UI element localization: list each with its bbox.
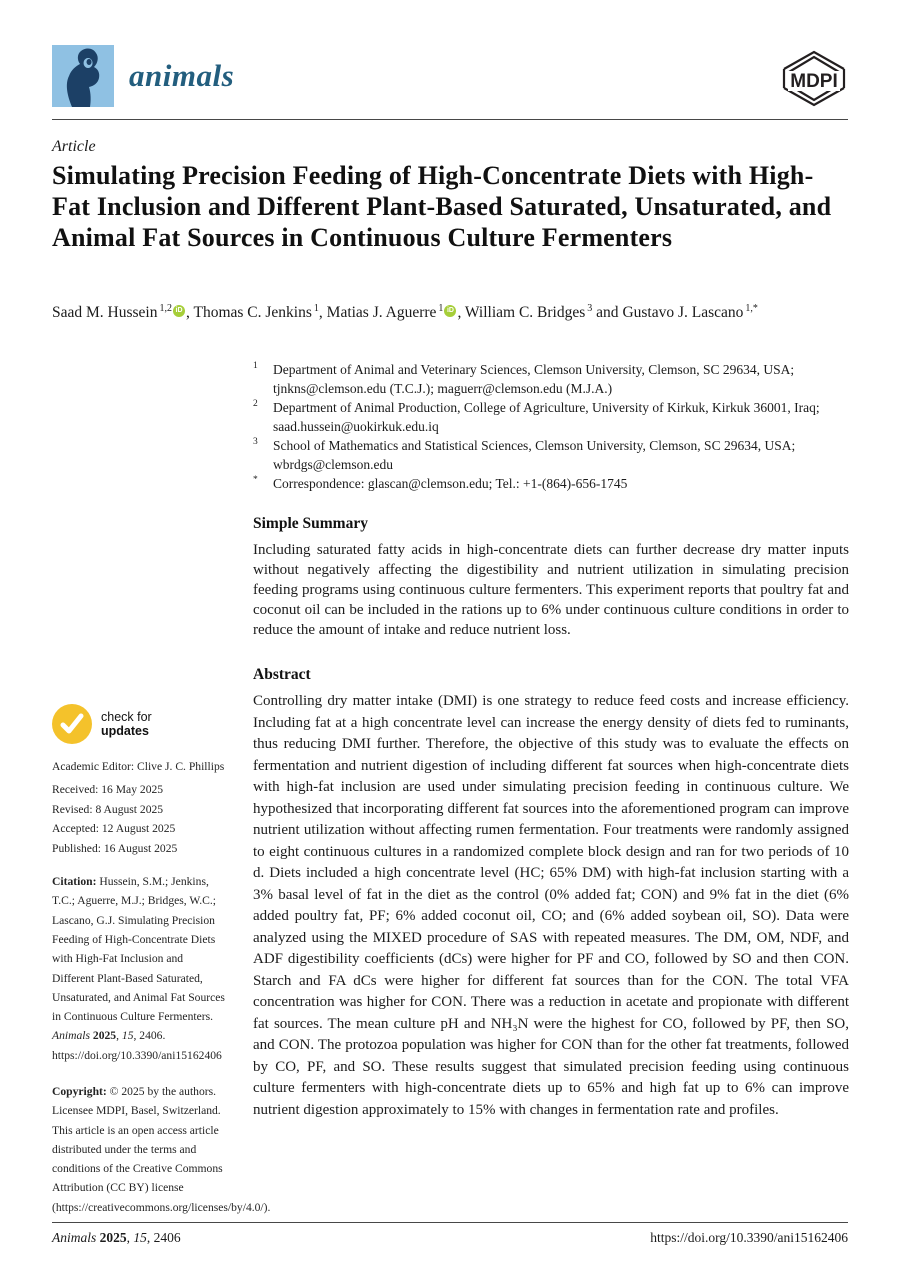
- affiliation-row: [253, 474, 849, 493]
- affiliation-row: [253, 398, 849, 436]
- affiliation-text: Department of Animal Production, College of Agriculture, University of Kirkuk, Kirkuk 36001, Iraq; saad.hussein@uokirkuk.edu.iq: [273, 400, 820, 434]
- author-separator: ,: [186, 304, 194, 321]
- author-affiliation-superscript: 1,*: [743, 303, 758, 314]
- left-sidebar: [52, 360, 271, 1229]
- abstract-text: Controlling dry matter intake (DMI) is one strategy to reduce feed costs and increase efficiency. Including fat at a high concentrate level can increase the energy density of diets fed to ruminants, thus reducing DMI further. Therefore, the objective of this study was to evaluate the effects on fermentation and nutrient digestion of including different fat sources when high-concentrate diets with high-fat inclusion are used under simulating precision feeding in continuous culture. We hypothesized that incorporating different fat sources into the aforementioned program can improve nutrient utilization without affecting rumen fermentation. Four treatments were randomly assigned to eight continuous cultures in a randomized complete block design and ran for two periods of 10 d. Diets included a high concentrate level (HC; 65% DM) with high-fat inclusion starting with a 3% basal level of fat in the diet as the control (0% added fat; CON) and 9% fat in the diet (6% added poultry fat, PF; 6% added coconut oil, CO; and (6% added soybean oil, SO). Data were analyzed using the MIXED procedure of SAS with repeated measures. The DM, OM, NDF, and ADF digestibility coefficients (dCs) were higher for PF and CO, followed by SO and then CON. Starch and FA dCs were higher for different fat sources than for the CON. The total VFA concentration was higher for CON. There was a reduction in acetate and propionate with different fat sources. The mean culture pH and NH₃N were the highest for CO, followed by PF, then SO, and CON. The protozoa population was higher for CON than for the other fat treatments, followed by CO, PF, and SO. These results suggest that simulated precision feeding using continuous culture fermenters with high-concentrate diets up to 65% and high fat up to 6% can improve nutrient digestion approximately to 15% with changes in fermentation rate and profiles.: [253, 693, 849, 1118]
- text-run: Hussein, S.M.; Jenkins, T.C.; Aguerre, M.J.; Bridges, W.C.; Lascano, G.J. Simulating Precision Feeding of High-Concentrate Diets with High-Fat Inclusion and Different Plant-Based Saturated, Unsaturated, and Animal Fat Sources in Continuous Culture Fermenters.: [52, 875, 225, 1024]
- journal-logo[interactable]: [52, 45, 234, 107]
- author-name: Saad M. Hussein: [52, 304, 158, 321]
- affiliation-row: [253, 360, 849, 398]
- text-run: Animals: [52, 1230, 100, 1245]
- affiliation-text: School of Mathematics and Statistical Sciences, Clemson University, Clemson, SC 29634, USA; wbrdgs@clemson.edu: [273, 438, 796, 472]
- author-name: Thomas C. Jenkins: [193, 304, 312, 321]
- text-run: , 2406. https://doi.org/10.3390/ani15162406: [52, 1029, 222, 1062]
- text-run: 15: [121, 1029, 134, 1043]
- date-accepted: Accepted: 12 August 2025: [52, 822, 176, 836]
- header-divider: [52, 119, 848, 120]
- simple-summary-heading: Simple Summary: [253, 515, 368, 532]
- text-run: Copyright:: [52, 1085, 110, 1098]
- affiliation-text: Department of Animal and Veterinary Sciences, Clemson University, Clemson, SC 29634, USA; tjnkns@clemson.edu (T.C.J.); maguerr@clemson.edu (M.J.A.): [273, 362, 795, 396]
- text-run: Citation:: [52, 875, 100, 889]
- article-front-matter: [253, 360, 849, 1229]
- paper-title: Simulating Precision Feeding of High-Concentrate Diets with High-Fat Inclusion and Different Plant-Based Saturated, Unsaturated, and Animal Fat Sources in Continuous Culture Fermenters: [52, 161, 832, 252]
- author-affiliation-superscript: 1: [311, 303, 319, 314]
- journal-name: animals: [129, 58, 235, 93]
- author-affiliation-superscript: 3: [585, 303, 593, 314]
- date-received: Received: 16 May 2025: [52, 783, 164, 797]
- affiliation-marker: *: [253, 475, 258, 485]
- date-revised: Revised: 8 August 2025: [52, 802, 164, 816]
- abstract-heading: Abstract: [253, 666, 311, 683]
- copyright-block: [52, 1082, 271, 1217]
- author-name: Matias J. Aguerre: [326, 304, 437, 321]
- article-type-label: Article: [52, 138, 96, 155]
- orcid-icon[interactable]: iD: [173, 305, 185, 317]
- journal-logo-monkey-icon: [52, 45, 114, 107]
- date-published: Published: 16 August 2025: [52, 841, 178, 855]
- author-separator: and: [592, 304, 623, 321]
- academic-editor: Academic Editor: Clive J. C. Phillips: [52, 760, 225, 773]
- authors-line: [52, 304, 872, 322]
- text-run: ,: [126, 1230, 134, 1245]
- text-run: ,: [116, 1029, 122, 1043]
- author-affiliation-superscript: 1: [436, 303, 444, 314]
- text-run: © 2025 by the authors. Licensee MDPI, Basel, Switzerland. This article is an open access article distributed under the terms and conditions of the Creative Commons Attribution (CC BY) license (https://creativecommons.org/licenses/by/4.0/).: [52, 1085, 271, 1214]
- footer-divider: [52, 1222, 848, 1223]
- author-affiliation-superscript: 1,2: [157, 303, 172, 314]
- main-content: [52, 360, 849, 1229]
- crossmark-check-icon: [52, 704, 92, 744]
- text-run: 15: [133, 1230, 147, 1245]
- simple-summary-text: Including saturated fatty acids in high-concentrate diets can further decrease dry matter inputs without negatively affecting the digestibility and nutrient utilization in simulating precision feeding programs using continuous culture fermenters. This experiment reports that poultry fat and coconut oil can be included in the rations up to 6% under continuous culture conditions in order to reduce the amount of intake and reduce nutrient loss.: [253, 542, 849, 638]
- check-for-updates-label: check for updates: [101, 710, 152, 738]
- mdpi-logo[interactable]: [777, 47, 851, 107]
- text-run: 2025: [92, 1029, 117, 1043]
- citation-block: [52, 872, 227, 1065]
- author-name: William C. Bridges: [464, 304, 586, 321]
- svg-text:MDPI: MDPI: [790, 71, 838, 92]
- footer-citation: [52, 1230, 181, 1246]
- affiliations-list: [253, 360, 849, 493]
- check-for-updates-badge[interactable]: [52, 704, 227, 744]
- affiliation-marker: 3: [253, 437, 258, 447]
- affiliation-marker: 2: [253, 399, 258, 409]
- orcid-icon[interactable]: iD: [444, 305, 456, 317]
- affiliation-text: Correspondence: glascan@clemson.edu; Tel.: +1-(864)-656-1745: [273, 476, 628, 491]
- text-run: Animals: [52, 1029, 93, 1043]
- footer-doi-link[interactable]: https://doi.org/10.3390/ani15162406: [650, 1230, 848, 1245]
- page-footer: [52, 1230, 848, 1246]
- text-run: 2025: [99, 1230, 127, 1245]
- author-separator: ,: [318, 304, 327, 321]
- author-name: Gustavo J. Lascano: [622, 304, 744, 321]
- text-run: , 2406: [146, 1230, 181, 1245]
- author-separator: ,: [457, 304, 465, 321]
- affiliation-row: [253, 436, 849, 474]
- affiliation-marker: 1: [253, 361, 258, 371]
